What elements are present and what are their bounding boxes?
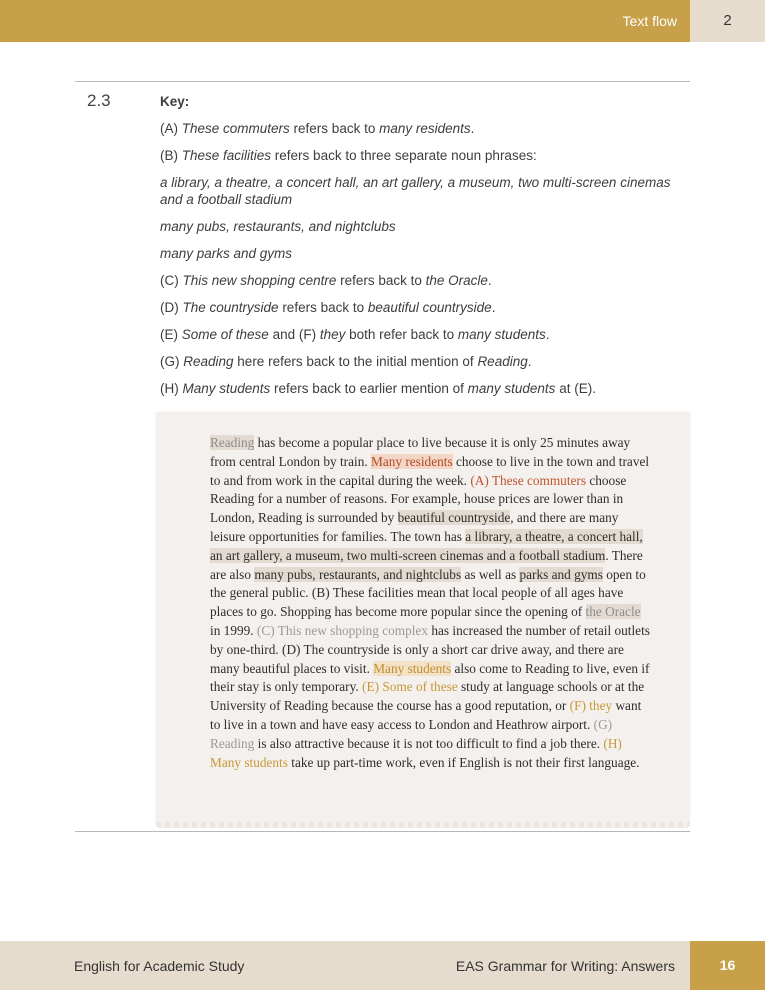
ref-e: (E) Some of these: [362, 679, 458, 695]
passage-text: Reading has become a popular place to live because it is only 25 minutes away from central London by train. Many residents choose to live in the town and travel to and from work in the capital during the week. (A) These commuters choose Reading for a number of reasons. For example, house prices are lower than in London, Reading is surrounded by beautiful countryside, and there are many leisure opportunities for families. The town has a library, a theatre, a concert hall, an art gallery, a museum, two multi-screen cinemas and a football stadium. There are also many pubs, restaurants, and nightclubs as well as parks and gyms open to the general public. (B) These facilities mean that local people of all ages have places to go. Shopping has become more popular since the opening of the Oracle in 1999. (C) This new shopping complex has increased the number of retail outlets by one-third. (D) The countryside is only a short car drive away, and there are many beautiful places to visit. Many students also come to Reading to live, even if their stay is only temporary. (E) Some of these study at language schools or at the University of Reading because the course has a good reputation, or (F) they want to live in a town and have easy access to London and Heathrow airport. (G) Reading is also attractive because it is not too difficult to find a job there. (H) Many students take up part-time work, even if English is not their first language.: [210, 435, 650, 770]
key-item-d: (D) The countryside refers back to beautiful countryside.: [160, 300, 496, 315]
key-item-h: (H) Many students refers back to earlier mention of many students at (E).: [160, 381, 596, 396]
ref-beautiful-countryside: beautiful countryside: [397, 510, 511, 526]
key-item-c: (C) This new shopping centre refers back to the Oracle.: [160, 273, 492, 288]
footer-subtitle: EAS Grammar for Writing: Answers: [455, 958, 675, 974]
ref-c: (C) This new shopping complex: [256, 622, 429, 638]
ref-oracle: the Oracle: [585, 604, 641, 620]
ref-many-residents: Many residents: [371, 453, 453, 469]
chapter-title: Text flow: [622, 13, 677, 29]
page-number-box: [690, 941, 765, 990]
answer-key: [160, 93, 680, 407]
ref-f: (F) they: [569, 698, 613, 714]
section-number: 2.3: [87, 91, 111, 110]
passage-box: [156, 412, 690, 824]
top-divider: [75, 81, 690, 82]
ref-reading: Reading: [210, 435, 255, 450]
ref-pubs: many pubs, restaurants, and nightclubs: [254, 566, 462, 582]
key-phrase-2: many pubs, restaurants, and nightclubs: [160, 219, 396, 234]
ref-facilities-list: a library, a theatre, a concert hall, an art gallery, a museum, two multi-screen cinemas and a football stadium: [210, 528, 643, 563]
ref-a: (A) These commuters: [470, 472, 587, 488]
ref-parks: parks and gyms: [519, 566, 603, 582]
footer-book-title: English for Academic Study: [74, 958, 245, 974]
page-header: [0, 0, 765, 42]
chapter-number: 2: [723, 12, 732, 29]
bottom-divider: [75, 831, 690, 832]
page-number: 16: [719, 957, 736, 973]
ref-g: (G) Reading: [210, 716, 613, 751]
key-item-b: (B) These facilities refers back to three separate noun phrases:: [160, 148, 537, 163]
key-phrase-3: many parks and gyms: [160, 246, 293, 261]
ref-h: (H) Many students: [210, 735, 622, 770]
key-item-e-f: (E) Some of these and (F) they both refer back to many students.: [160, 327, 550, 342]
key-item-a: (A) These commuters refers back to many residents.: [160, 121, 475, 136]
key-phrase-1: a library, a theatre, a concert hall, an art gallery, a museum, two multi-screen cinemas and a football stadium: [160, 175, 671, 207]
page-footer: [0, 941, 765, 990]
chapter-number-box: [690, 0, 765, 42]
key-label: Key:: [160, 94, 190, 109]
ref-many-students: Many students: [373, 660, 452, 676]
key-item-g: (G) Reading here refers back to the initial mention of Reading.: [160, 354, 532, 369]
